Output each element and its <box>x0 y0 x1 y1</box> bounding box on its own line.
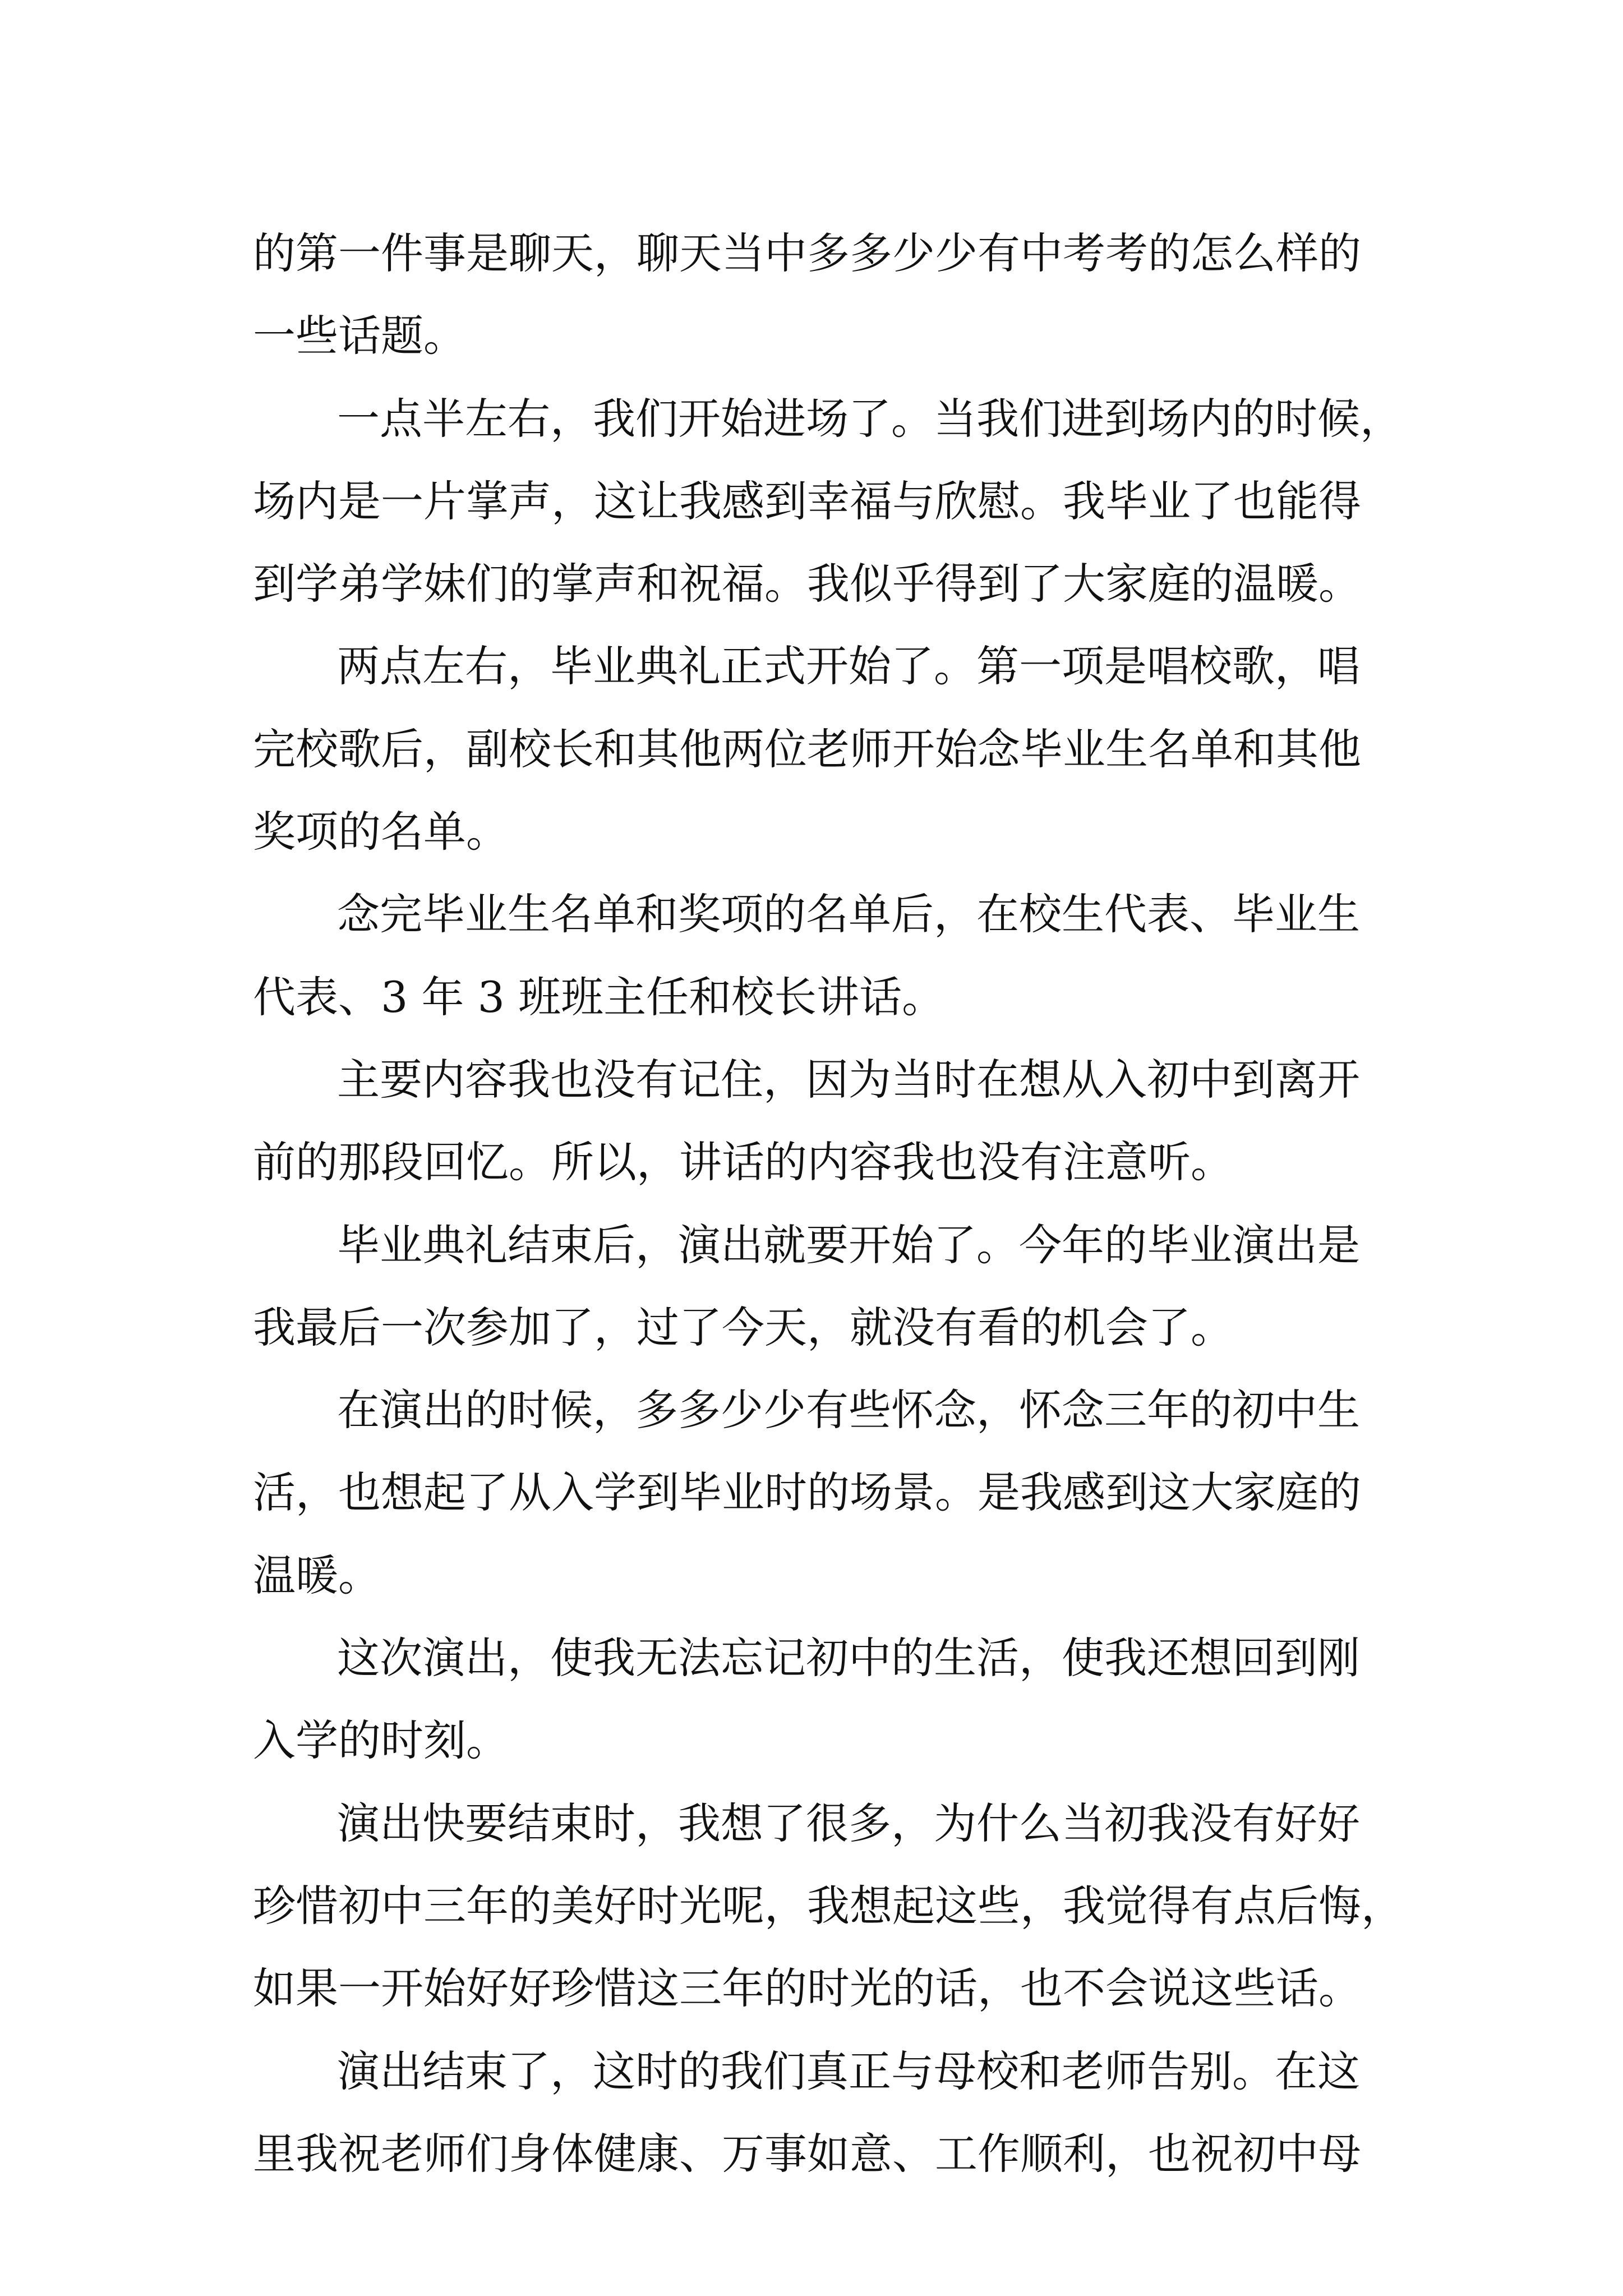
text-line: 场内是一片掌声，这让我感到幸福与欣慰。我毕业了也能得 <box>253 476 1361 526</box>
text-line: 如果一开始好好珍惜这三年的时光的话，也不会说这些话。 <box>253 1963 1361 2014</box>
text-line: 前的那段回忆。所以，讲话的内容我也没有注意听。 <box>253 1137 1233 1188</box>
text-line: 一些话题。 <box>253 311 466 361</box>
paragraph-first-line: 两点左右，毕业典礼正式开始了。第一项是唱校歌，唱 <box>337 641 1360 692</box>
essay-body <box>253 212 1404 2195</box>
paragraph-first-line: 毕业典礼结束后，演出就要开始了。今年的毕业演出是 <box>337 1220 1360 1270</box>
text-line: 活，也想起了从入学到毕业时的场景。是我感到这大家庭的 <box>253 1467 1361 1518</box>
text-line: 里我祝老师们身体健康、万事如意、工作顺利，也祝初中母 <box>253 2128 1361 2179</box>
paragraph-first-line: 一点半左右，我们开始进场了。当我们进到场内的时候， <box>337 393 1403 444</box>
text-line: 代表、3 年 3 班班主任和校长讲话。 <box>253 972 945 1022</box>
paragraph-first-line: 演出快要结束时，我想了很多，为什么当初我没有好好 <box>337 1798 1360 1848</box>
paragraph-first-line: 演出结束了，这时的我们真正与母校和老师告别。在这 <box>337 2046 1360 2096</box>
text-line: 到学弟学妹们的掌声和祝福。我似乎得到了大家庭的温暖。 <box>253 559 1361 609</box>
text-line: 奖项的名单。 <box>253 807 509 857</box>
text-line: 的第一件事是聊天，聊天当中多多少少有中考考的怎么样的 <box>253 228 1361 278</box>
text-line: 温暖。 <box>253 1550 381 1600</box>
text-line: 完校歌后，副校长和其他两位老师开始念毕业生名单和其他 <box>253 724 1361 774</box>
text-line: 珍惜初中三年的美好时光呢，我想起这些，我觉得有点后悔， <box>253 1880 1404 1931</box>
text-line: 入学的时刻。 <box>253 1715 509 1766</box>
paragraph-first-line: 念完毕业生名单和奖项的名单后，在校生代表、毕业生 <box>337 889 1360 940</box>
text-line: 我最后一次参加了，过了今天，就没有看的机会了。 <box>253 1302 1233 1352</box>
paragraph-first-line: 这次演出，使我无法忘记初中的生活，使我还想回到刚 <box>337 1633 1360 1683</box>
paragraph-first-line: 在演出的时候，多多少少有些怀念，怀念三年的初中生 <box>337 1385 1360 1435</box>
paragraph-first-line: 主要内容我也没有记住，因为当时在想从入初中到离开 <box>337 1054 1360 1105</box>
